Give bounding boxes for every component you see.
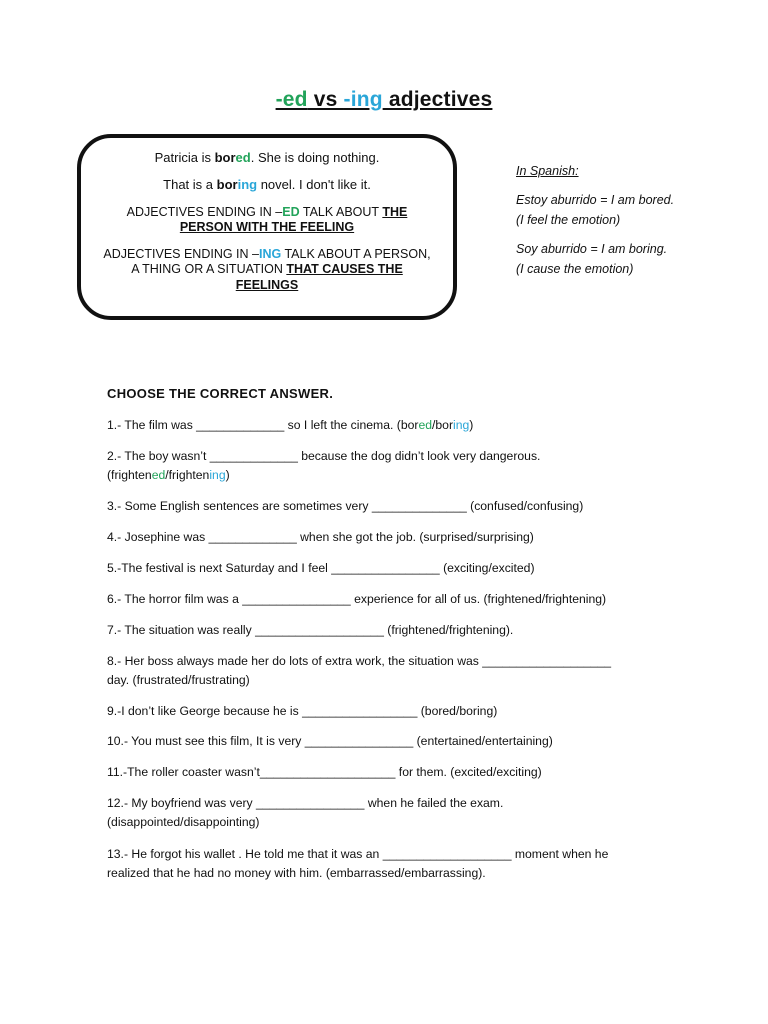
question-4: 4.- Josephine was _____________ when she got the job. (surprised/surprising) [107, 530, 534, 544]
title-ed: -ed [275, 88, 308, 111]
question-12: 12.- My boyfriend was very ________________ when he failed the exam. (disappointed/disappointing) [107, 796, 504, 829]
question-3: 3.- Some English sentences are sometimes very ______________ (confused/confusing) [107, 499, 584, 513]
question-8: 8.- Her boss always made her do lots of extra work, the situation was ___________________ day. (frustrated/frustrating) [107, 654, 612, 687]
spanish-notes [516, 162, 736, 289]
exercise-title: CHOOSE THE CORRECT ANSWER. [107, 386, 334, 401]
rule-ed: ADJECTIVES ENDING IN –ED TALK ABOUT THE PERSON WITH THE FEELING [126, 204, 408, 235]
question-11: 11.-The roller coaster wasn’t____________________ for them. (excited/exciting) [107, 765, 542, 779]
question-13: 13.- He forgot his wallet . He told me that it was an ___________________ moment when he realized that he had no money with him. (embarrassed/embarrassing). [107, 847, 609, 880]
rule-ing: ADJECTIVES ENDING IN –ING TALK ABOUT A PERSON, A THING OR A SITUATION THAT CAUSES THE FEELINGS [103, 246, 431, 292]
question-1: 1.- The film was _____________ so I left the cinema. (bored/boring) [107, 418, 474, 432]
spanish-header: In Spanish: [516, 164, 579, 178]
worksheet-title [0, 88, 768, 112]
title-rest: adjectives [382, 88, 493, 111]
spanish-bored: Estoy aburrido = I am bored. (I feel the emotion) [516, 193, 675, 227]
title-ing: -ing [343, 88, 383, 111]
question-2: 2.- The boy wasn’t _____________ because the dog didn’t look very dangerous. (frightened/frightening) [107, 449, 541, 482]
question-5: 5.-The festival is next Saturday and I feel ________________ (exciting/excited) [107, 561, 535, 575]
question-7: 7.- The situation was really ___________________ (frightened/frightening). [107, 623, 514, 637]
title-vs: vs [307, 88, 344, 111]
example-boring: That is a boring novel. I don't like it. [163, 177, 371, 193]
question-10: 10.- You must see this film, It is very ________________ (entertained/entertaining) [107, 734, 553, 748]
grammar-rule-box [77, 134, 457, 320]
spanish-boring: Soy aburrido = I am boring. (I cause the emotion) [516, 242, 668, 276]
example-bored: Patricia is bored. She is doing nothing. [154, 150, 380, 165]
question-6: 6.- The horror film was a ________________ experience for all of us. (frightened/frightening) [107, 592, 607, 606]
question-9: 9.-I don’t like George because he is _________________ (bored/boring) [107, 704, 498, 718]
